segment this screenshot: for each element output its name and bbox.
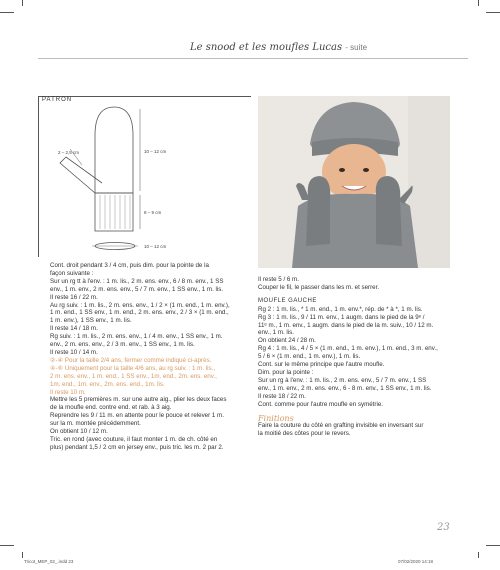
text-line: Couper le fil, le passer dans les m. et serrer.	[258, 283, 380, 291]
text-line: Rg 4 : 1 m. lis., 4 / 5 × (1 m. end., 1 m. env.), 1 m. end., 3 m. env.,	[258, 345, 438, 353]
footer-date: 07/02/2020 14:18	[398, 559, 434, 564]
size-note: 2 m. ens. env., 1 m. end., 1 SS env., 1m. end., 2m. ens. env.,	[50, 372, 217, 380]
page-number: 23	[437, 522, 450, 533]
text-line: de la moufle end. contre end. et rab. à 3 aig.	[50, 404, 172, 412]
text-line: env., 1 m. lis.	[258, 329, 294, 337]
dim-cuff: 8 – 9 cm	[144, 210, 162, 215]
text-line: Il reste 10 / 14 m.	[50, 348, 98, 356]
header-rule	[38, 58, 468, 59]
size-note: ②-④ Pour la taille 2/4 ans, fermer comme indiqué ci-après.	[50, 356, 212, 364]
text-line: On obtient 24 / 28 m.	[258, 337, 316, 345]
finitions-heading: Finitions	[258, 413, 294, 423]
text-line: la moitié des côtes pour le revers.	[258, 430, 351, 438]
size-note: ④-⑥ Uniquement pour la taille 4/6 ans, au rg suiv. : 1 m. lis.,	[50, 364, 216, 372]
dim-thumb: 2 – 2,5 cm	[58, 150, 80, 155]
mitten-diagram	[40, 105, 250, 257]
text-line: Faire la couture du côté en grafting invisible en inversant sur	[258, 422, 424, 430]
text-line: 1 m. end., 1 SS env., 1 m. end., 2 m. ens. env., 2 / 3 × (1 m. end.,	[50, 309, 229, 317]
child-photo	[258, 96, 450, 268]
text-line: Sur un rg à l'env. : 1 m. lis., 2 m. ens. env., 5 / 7 m. env., 1 SS	[258, 376, 427, 384]
text-line: Il reste 18 / 22 m.	[258, 392, 306, 400]
text-line: Au rg suiv. : 1 m. lis., 2 m. ens. env., 1 / 2 × (1 m. end., 1 m. env.),	[50, 301, 230, 309]
right-text-column	[258, 276, 453, 438]
size-note: Il reste 10 m.	[50, 388, 86, 396]
text-line: Rg suiv. : 1 m. lis., 2 m. ens. env., 1 / 4 m. env., 1 SS env., 1 m.	[50, 333, 223, 341]
text-line: Cont. droit pendant 3 / 4 cm, puis dim. pour la pointe de la	[50, 262, 209, 269]
footer-file: Tricot_MEP_02_.indd 23	[24, 559, 74, 564]
text-line: Rg 3 : 1 m. lis., 9 / 11 m. env., 1 augm. dans le pied de la 9ᵉ /	[258, 313, 425, 321]
text-line: Rg 2 : 1 m. lis., * 1 m. end., 1 m. env.*, rép. de * à *, 1 m. lis.	[258, 305, 423, 313]
text-line: Reprendre les 9 / 11 m. en attente pour le pouce et relever 1 m.	[50, 412, 224, 420]
text-line: façon suivante :	[50, 269, 94, 277]
left-text-column	[50, 262, 245, 452]
text-line: sur la m. montée précédemment.	[50, 420, 141, 428]
pattern-label: PATRON	[42, 97, 73, 103]
text-line: 1 m. env.), 1 SS env., 1 m. lis.	[50, 317, 132, 325]
chapter-title	[190, 42, 367, 53]
text-line: Tric. en rond (avec couture, il faut monter 1 m. de ch. côté en	[50, 435, 218, 443]
text-line: Dim. pour la pointe :	[258, 368, 314, 376]
text-line: Cont. sur le même principe que l'autre moufle.	[258, 361, 385, 369]
text-line: env., 1 m. env., 2 m. ens. env., 5 / 7 m. env., 1 SS env., 1 m. lis.	[50, 285, 224, 293]
chapter-title-text: Le snood et les moufles Lucas	[190, 42, 343, 53]
dim-width: 10 – 12 cm	[144, 244, 167, 249]
dim-length: 10 – 12 cm	[144, 149, 167, 154]
text-line: Sur un rg tt à l'env. : 1 m. lis., 2 m. ens. env., 6 / 8 m. env., 1 SS	[50, 277, 224, 285]
text-line: 11ᵉ m., 1 m. env., 1 augm. dans le pied de la m. suiv., 10 / 12 m.	[258, 321, 434, 329]
text-line: Il reste 16 / 22 m.	[50, 293, 98, 301]
text-line: env., 2 m. ens. env., 2 / 3 m. env., 1 SS env., 1 m. lis.	[50, 341, 195, 349]
text-line: plus) pendant 1,5 / 2 cm en jersey env., puis tric. les m. 2 par 2.	[50, 443, 224, 451]
text-line: env., 1 m. env., 2 m. ens. env., 6 - 8 m. env., 1 SS env., 1 m. lis.	[258, 384, 432, 392]
text-line: Il reste 14 / 18 m.	[50, 325, 98, 333]
chapter-suite: - suite	[345, 43, 368, 52]
section-heading-moufle-gauche: MOUFLE GAUCHE	[258, 297, 317, 304]
text-line: 5 / 6 × (1 m. end., 1 m. env.), 1 m. lis.	[258, 353, 361, 361]
text-line: Cont. comme pour l'autre moufle en symétrie.	[258, 400, 383, 408]
size-note: 1m. end., 1m. env., 2m. ens. end., 1m. lis.	[50, 380, 165, 388]
text-line: Il reste 5 / 6 m.	[258, 276, 299, 283]
text-line: On obtient 10 / 12 m.	[50, 428, 108, 436]
text-line: Mettre les 5 premières m. sur une autre aig., plier les deux faces	[50, 396, 227, 404]
